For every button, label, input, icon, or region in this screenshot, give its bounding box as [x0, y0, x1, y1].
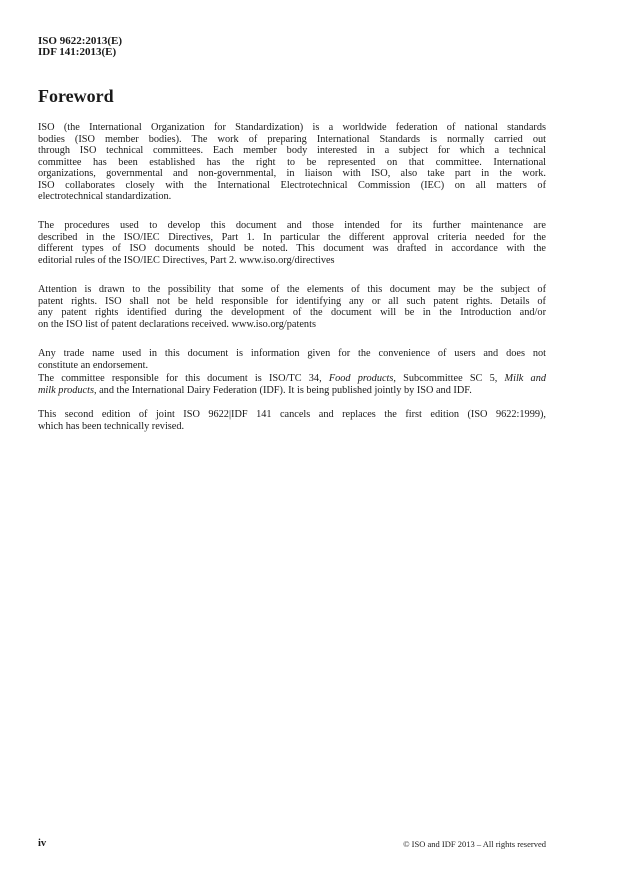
text-line: different types of ISO documents should be noted. This document was drafted in accordance with the — [38, 243, 546, 254]
text-line: ISO collaborates closely with the International Electrotechnical Commission (IEC) on all matters of — [38, 179, 546, 191]
text-segment: , and the International Dairy Federation (IDF). It is being published jointly by ISO and IDF. — [93, 384, 472, 396]
text-line: Any trade name used in this document is information given for the convenience of users and does not — [38, 348, 546, 359]
page-number: iv — [38, 838, 47, 849]
italic-subcommittee-name: milk products — [38, 384, 94, 396]
text-segment: The committee responsible for this document is ISO/TC 34, — [38, 373, 329, 384]
copyright-notice: © ISO and IDF 2013 – All rights reserved — [403, 839, 546, 849]
paragraph-patents — [38, 284, 546, 330]
text-line: described in the ISO/IEC Directives, Part 1. In particular the different approval criteria needed for the — [38, 231, 546, 243]
text-line: on the ISO list of patent declarations received. www.iso.org/patents — [38, 318, 316, 330]
paragraph-procedures — [38, 220, 546, 266]
paragraph-committee — [38, 373, 546, 396]
text-line: Attention is drawn to the possibility that some of the elements of this document may be the subject of — [38, 284, 546, 295]
paragraph-edition — [38, 409, 546, 432]
text-line: ISO (the International Organization for Standardization) is a worldwide federation of national standards — [38, 122, 546, 133]
text-line: through ISO technical committees. Each member body interested in a subject for which a technical — [38, 145, 546, 156]
doc-id-idf: IDF 141:2013(E) — [38, 46, 117, 58]
text-line — [38, 385, 546, 397]
paragraph-iso-intro — [38, 122, 546, 203]
text-line: constitute an endorsement. — [38, 359, 149, 371]
text-line: The procedures used to develop this document and those intended for its further maintenance are — [38, 220, 546, 231]
page-title: Foreword — [38, 86, 114, 106]
text-line: electrotechnical standardization. — [38, 191, 172, 202]
text-line: which has been technically revised. — [38, 420, 185, 432]
text-segment: , Subcommittee SC 5, — [393, 373, 505, 384]
doc-id-iso: ISO 9622:2013(E) — [38, 35, 123, 47]
paragraph-trade-names — [38, 348, 546, 371]
text-line: bodies (ISO member bodies). The work of preparing International Standards is normally carried out — [38, 133, 546, 145]
text-line: This second edition of joint ISO 9622|IDF 141 cancels and replaces the first edition (ISO 9622:1999), — [38, 409, 546, 420]
document-header — [38, 36, 122, 58]
text-line: committee has been established has the right to be represented on that committee. International — [38, 156, 546, 168]
text-line: editorial rules of the ISO/IEC Directives, Part 2. www.iso.org/directives — [38, 254, 335, 266]
italic-subcommittee-name: Milk and — [504, 373, 546, 384]
text-line: organizations, governmental and non-governmental, in liaison with ISO, also take part in the work. — [38, 168, 546, 179]
text-line: any patent rights identified during the development of the document will be in the Introduction and/or — [38, 307, 546, 318]
text-line — [38, 373, 546, 385]
italic-committee-name: Food products — [328, 373, 394, 384]
text-line: patent rights. ISO shall not be held responsible for identifying any or all such patent rights. Details of — [38, 295, 546, 307]
